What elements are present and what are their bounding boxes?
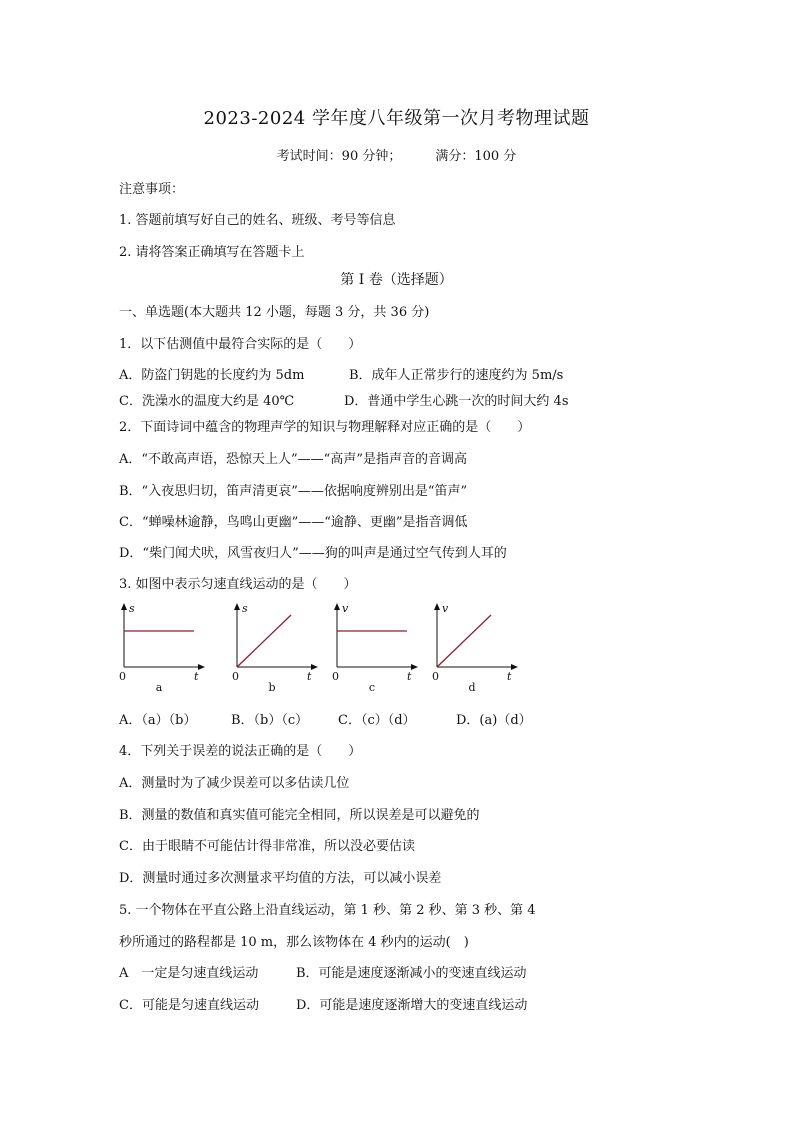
question-2-stem: 2．下面诗词中蕴含的物理声学的知识与物理解释对应正确的是（ ） <box>119 420 531 435</box>
origin-label: 0 <box>232 670 239 683</box>
exam-time: 考试时间：90 分钟； <box>276 149 402 164</box>
y-axis-arrow <box>121 603 127 610</box>
origin-label: 0 <box>332 670 339 683</box>
x-axis-label: t <box>407 670 412 683</box>
x-axis-arrow <box>411 664 418 670</box>
motion-graphs-figure <box>112 600 532 695</box>
option-b: B．可能是速度逐渐减小的变速直线运动 <box>296 966 527 981</box>
y-axis-label: s <box>129 602 135 615</box>
graph-caption: b <box>268 681 276 694</box>
option-a: A．防盗门钥匙的长度约为 5dm <box>119 368 305 383</box>
x-axis-arrow <box>511 664 518 670</box>
question-4-stem: 4．下列关于误差的说法正确的是（ ） <box>119 744 362 759</box>
note-item: 2. 请将答案正确填写在答题卡上 <box>119 245 305 260</box>
section-title: 第 I 卷（选择题） <box>340 272 453 288</box>
question-5-options-row <box>119 994 527 1013</box>
option-c: C．（c）（d） <box>338 713 416 728</box>
y-axis-label: v <box>342 602 349 615</box>
question-1-options-row <box>119 390 569 409</box>
x-axis-label: t <box>507 670 512 683</box>
option-c: C．“蝉噪林逾静，鸟鸣山更幽”——“逾静、更幽”是指音调低 <box>119 515 468 530</box>
option-b: B．成年人正常步行的速度约为 5m/s <box>349 368 564 383</box>
notes-label: 注意事项： <box>119 182 185 197</box>
option-d: D．“柴门闻犬吠，风雪夜归人”——狗的叫声是通过空气传到人耳的 <box>119 546 507 561</box>
option-d: D．测量时通过多次测量求平均值的方法，可以减小误差 <box>119 871 442 886</box>
option-d: D．可能是速度逐渐增大的变速直线运动 <box>296 998 528 1013</box>
option-b: B．“入夜思归切，笛声清更哀”——依据响度辨别出是“笛声” <box>119 484 468 499</box>
series-line <box>437 615 491 667</box>
x-axis-arrow <box>198 664 205 670</box>
y-axis-arrow <box>434 603 440 610</box>
x-axis-label: t <box>307 670 312 683</box>
y-axis-arrow <box>334 603 340 610</box>
graph-caption: c <box>368 681 376 694</box>
exam-meta <box>0 145 793 164</box>
exam-title: 2023-2024 学年度八年级第一次月考物理试题 <box>203 108 590 129</box>
origin-label: 0 <box>432 670 439 683</box>
question-5-stem: 5. 一个物体在平直公路上沿直线运动，第 1 秒、第 2 秒、第 3 秒、第 4 <box>119 903 536 918</box>
question-5-options-row <box>119 962 527 981</box>
option-c: C．洗澡水的温度大约是 40℃ <box>119 394 295 409</box>
option-d: D．普通中学生心跳一次的时间大约 4s <box>344 394 569 409</box>
graph-caption: d <box>468 681 476 694</box>
option-a: A．“不敢高声语，恐惊天上人”——“高声”是指声音的音调高 <box>119 452 467 467</box>
y-axis-label: s <box>242 602 248 615</box>
option-c: C．由于眼睛不可能估计得非常准，所以没必要估读 <box>119 839 415 854</box>
option-d: D．(a)（d） <box>456 713 532 728</box>
question-3-stem: 3. 如图中表示匀速直线运动的是（ ） <box>119 577 357 592</box>
origin-label: 0 <box>119 670 126 683</box>
option-c: C．可能是匀速直线运动 <box>119 998 259 1013</box>
note-item: 1. 答题前填写好自己的姓名、班级、考号等信息 <box>119 213 396 228</box>
x-axis-label: t <box>194 670 199 683</box>
option-a: A．（a）（b） <box>119 713 197 728</box>
option-b: B．（b）（c） <box>231 713 309 728</box>
option-a: A 一定是匀速直线运动 <box>119 966 259 981</box>
exam-score: 满分：100 分 <box>435 149 517 164</box>
y-axis-arrow <box>234 603 240 610</box>
question-5-stem-cont: 秒所通过的路程都是 10 m，那么该物体在 4 秒内的运动( ) <box>119 935 469 950</box>
part-title: 一、单选题(本大题共 12 小题，每题 3 分，共 36 分) <box>119 305 430 320</box>
option-b: B．测量的数值和真实值可能完全相同，所以误差是可以避免的 <box>119 808 480 823</box>
graph-caption: a <box>155 681 163 694</box>
option-a: A．测量时为了减少误差可以多估读几位 <box>119 776 350 791</box>
y-axis-label: v <box>442 602 449 615</box>
question-1-options-row <box>119 364 563 383</box>
x-axis-arrow <box>311 664 318 670</box>
series-line <box>237 615 291 667</box>
question-1-stem: 1．以下估测值中最符合实际的是（ ） <box>119 337 362 352</box>
question-3-options-row <box>119 709 532 728</box>
motion-graphs <box>112 600 532 695</box>
